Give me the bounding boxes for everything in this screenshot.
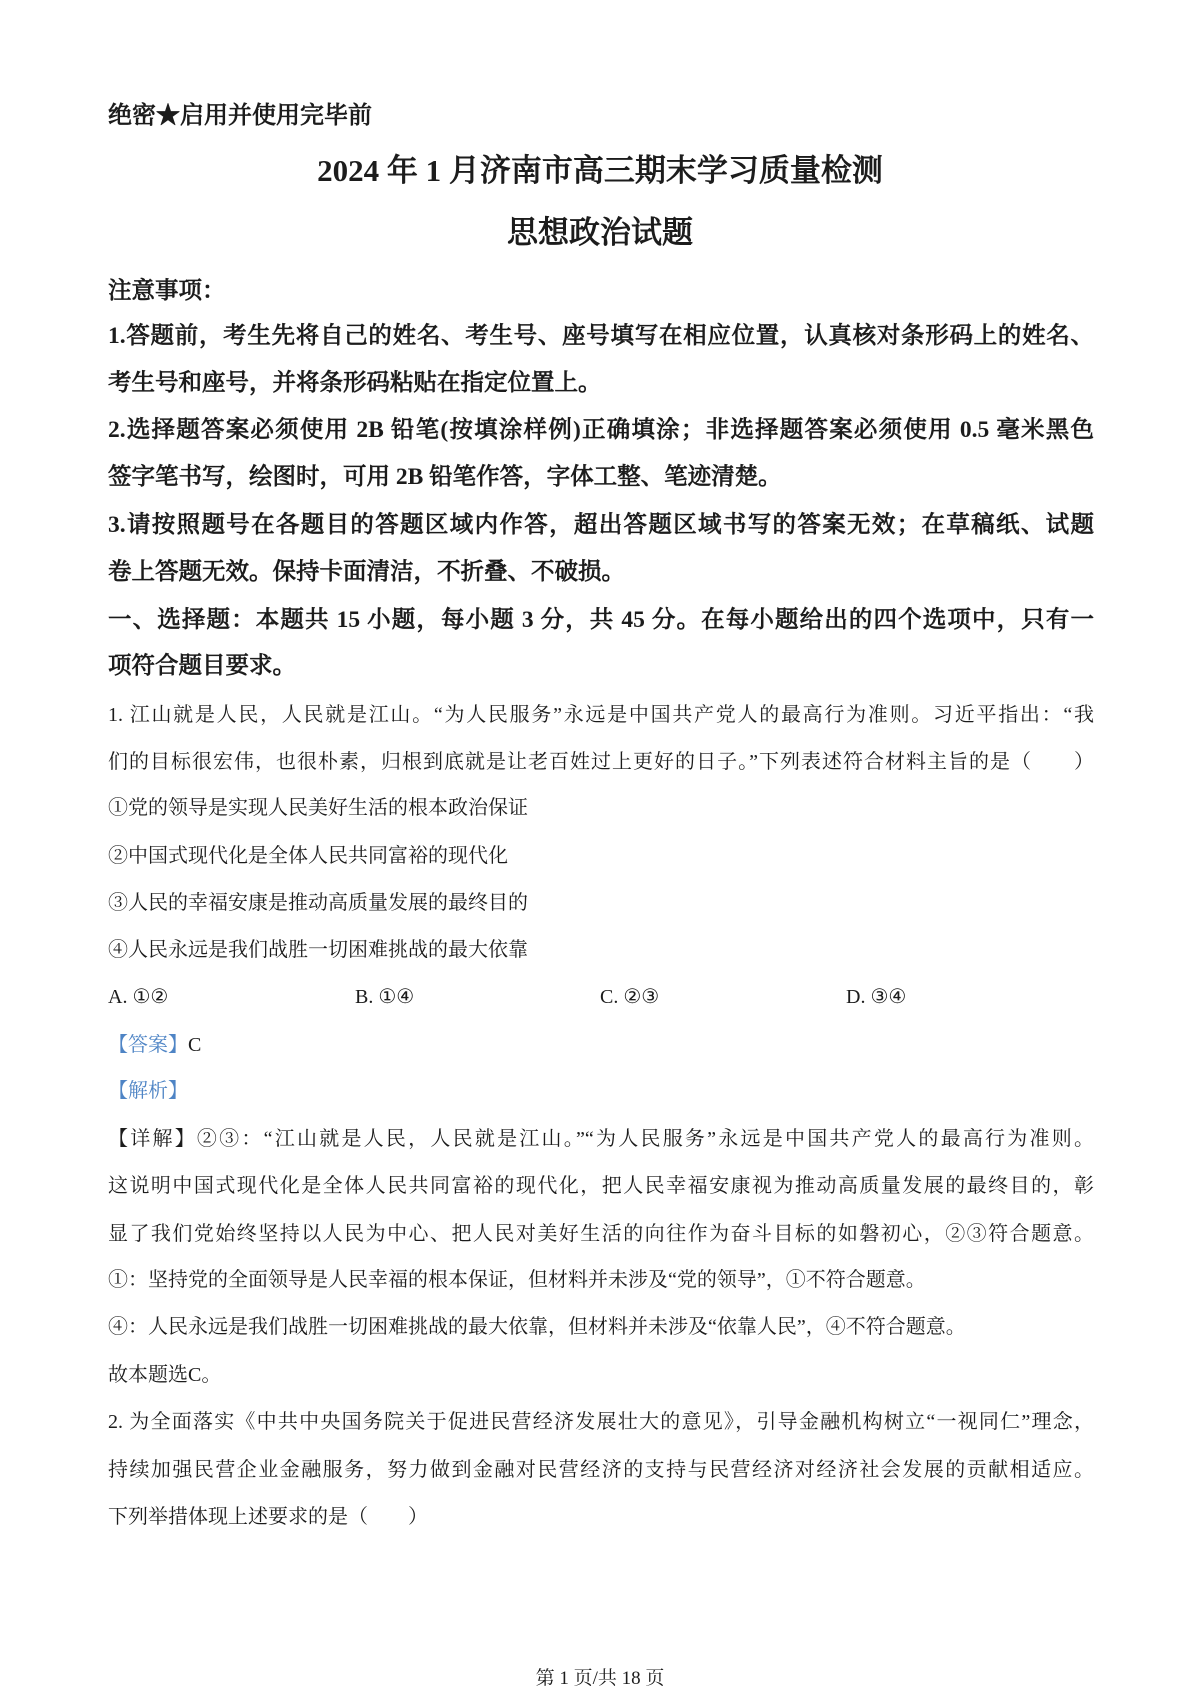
statement-item: ③人民的幸福安康是推动高质量发展的最终目的 [108, 892, 528, 914]
notice-line: 考生号和座号，并将条形码粘贴在指定位置上。 [108, 370, 602, 396]
question-stem-line: 们的目标很宏伟，也很朴素，归根到底就是让老百姓过上更好的日子。”下列表述符合材料主旨的是（ ） [108, 751, 1094, 773]
notice-line: 1.答题前，考生先将自己的姓名、考生号、座号填写在相应位置，认真核对条形码上的姓名、 [108, 323, 1094, 349]
question-stem-line: 持续加强民营企业金融服务，努力做到金融对民营经济的支持与民营经济对经济社会发展的贡献相适应。 [108, 1459, 1094, 1481]
notice-line: 签字笔书写，绘图时，可用 2B 铅笔作答，字体工整、笔迹清楚。 [108, 464, 782, 490]
statement-item: ④人民永远是我们战胜一切困难挑战的最大依靠 [108, 939, 528, 961]
notice-line: 3.请按照题号在各题目的答题区域内作答，超出答题区域书写的答案无效；在草稿纸、试题 [108, 512, 1094, 538]
notice-line: 2.选择题答案必须使用 2B 铅笔(按填涂样例)正确填涂；非选择题答案必须使用 0.5 毫米黑色 [108, 417, 1094, 443]
subject-title: 思想政治试题 [507, 215, 693, 250]
option-c: C. ②③ [600, 986, 660, 1008]
question-stem-line: 1. 江山就是人民，人民就是江山。“为人民服务”永远是中国共产党人的最高行为准则。习近平指出：“我 [108, 704, 1094, 726]
option-b: B. ①④ [355, 986, 415, 1008]
option-d: D. ③④ [846, 986, 907, 1008]
answer-label: 【答案】 [108, 1034, 188, 1056]
page-number: 第 1 页/共 18 页 [535, 1668, 665, 1689]
section-line: 项符合题目要求。 [108, 653, 296, 679]
section-line: 一、选择题：本题共 15 小题，每小题 3 分，共 45 分。在每小题给出的四个选项中，只有一 [108, 607, 1094, 633]
detail-line: 显了我们党始终坚持以人民为中心、把人民对美好生活的向往作为奋斗目标的如磐初心，②③符合题意。 [108, 1223, 1094, 1245]
detail-line: ④：人民永远是我们战胜一切困难挑战的最大依靠，但材料并未涉及“依靠人民”，④不符合题意。 [108, 1316, 966, 1338]
detail-line: 【详解】②③：“江山就是人民，人民就是江山。”“为人民服务”永远是中国共产党人的最高行为准则。 [108, 1128, 1094, 1150]
answer-line [108, 1032, 1094, 1058]
statement-item: ①党的领导是实现人民美好生活的根本政治保证 [108, 797, 528, 819]
answer-options [108, 984, 1094, 1010]
option-a: A. ①② [108, 986, 169, 1008]
question-stem-line: 下列举措体现上述要求的是（ ） [108, 1506, 428, 1528]
analysis-label: 【解析】 [108, 1080, 188, 1102]
question-stem-line: 2. 为全面落实《中共中央国务院关于促进民营经济发展壮大的意见》，引导金融机构树立“一视同仁”理念， [108, 1411, 1094, 1433]
detail-line: 故本题选C。 [108, 1364, 222, 1386]
answer-value: C [188, 1034, 202, 1056]
detail-line: ①：坚持党的全面领导是人民幸福的根本保证，但材料并未涉及“党的领导”，①不符合题意。 [108, 1269, 926, 1291]
statement-item: ②中国式现代化是全体人民共同富裕的现代化 [108, 845, 508, 867]
exam-title: 2024 年 1 月济南市高三期末学习质量检测 [317, 153, 883, 188]
detail-line: 这说明中国式现代化是全体人民共同富裕的现代化，把人民幸福安康视为推动高质量发展的最终目的，彰 [108, 1175, 1094, 1197]
notice-heading: 注意事项： [108, 278, 226, 304]
notice-line: 卷上答题无效。保持卡面清洁，不折叠、不破损。 [108, 559, 625, 585]
confidential-notice: 绝密★启用并使用完毕前 [108, 103, 372, 129]
